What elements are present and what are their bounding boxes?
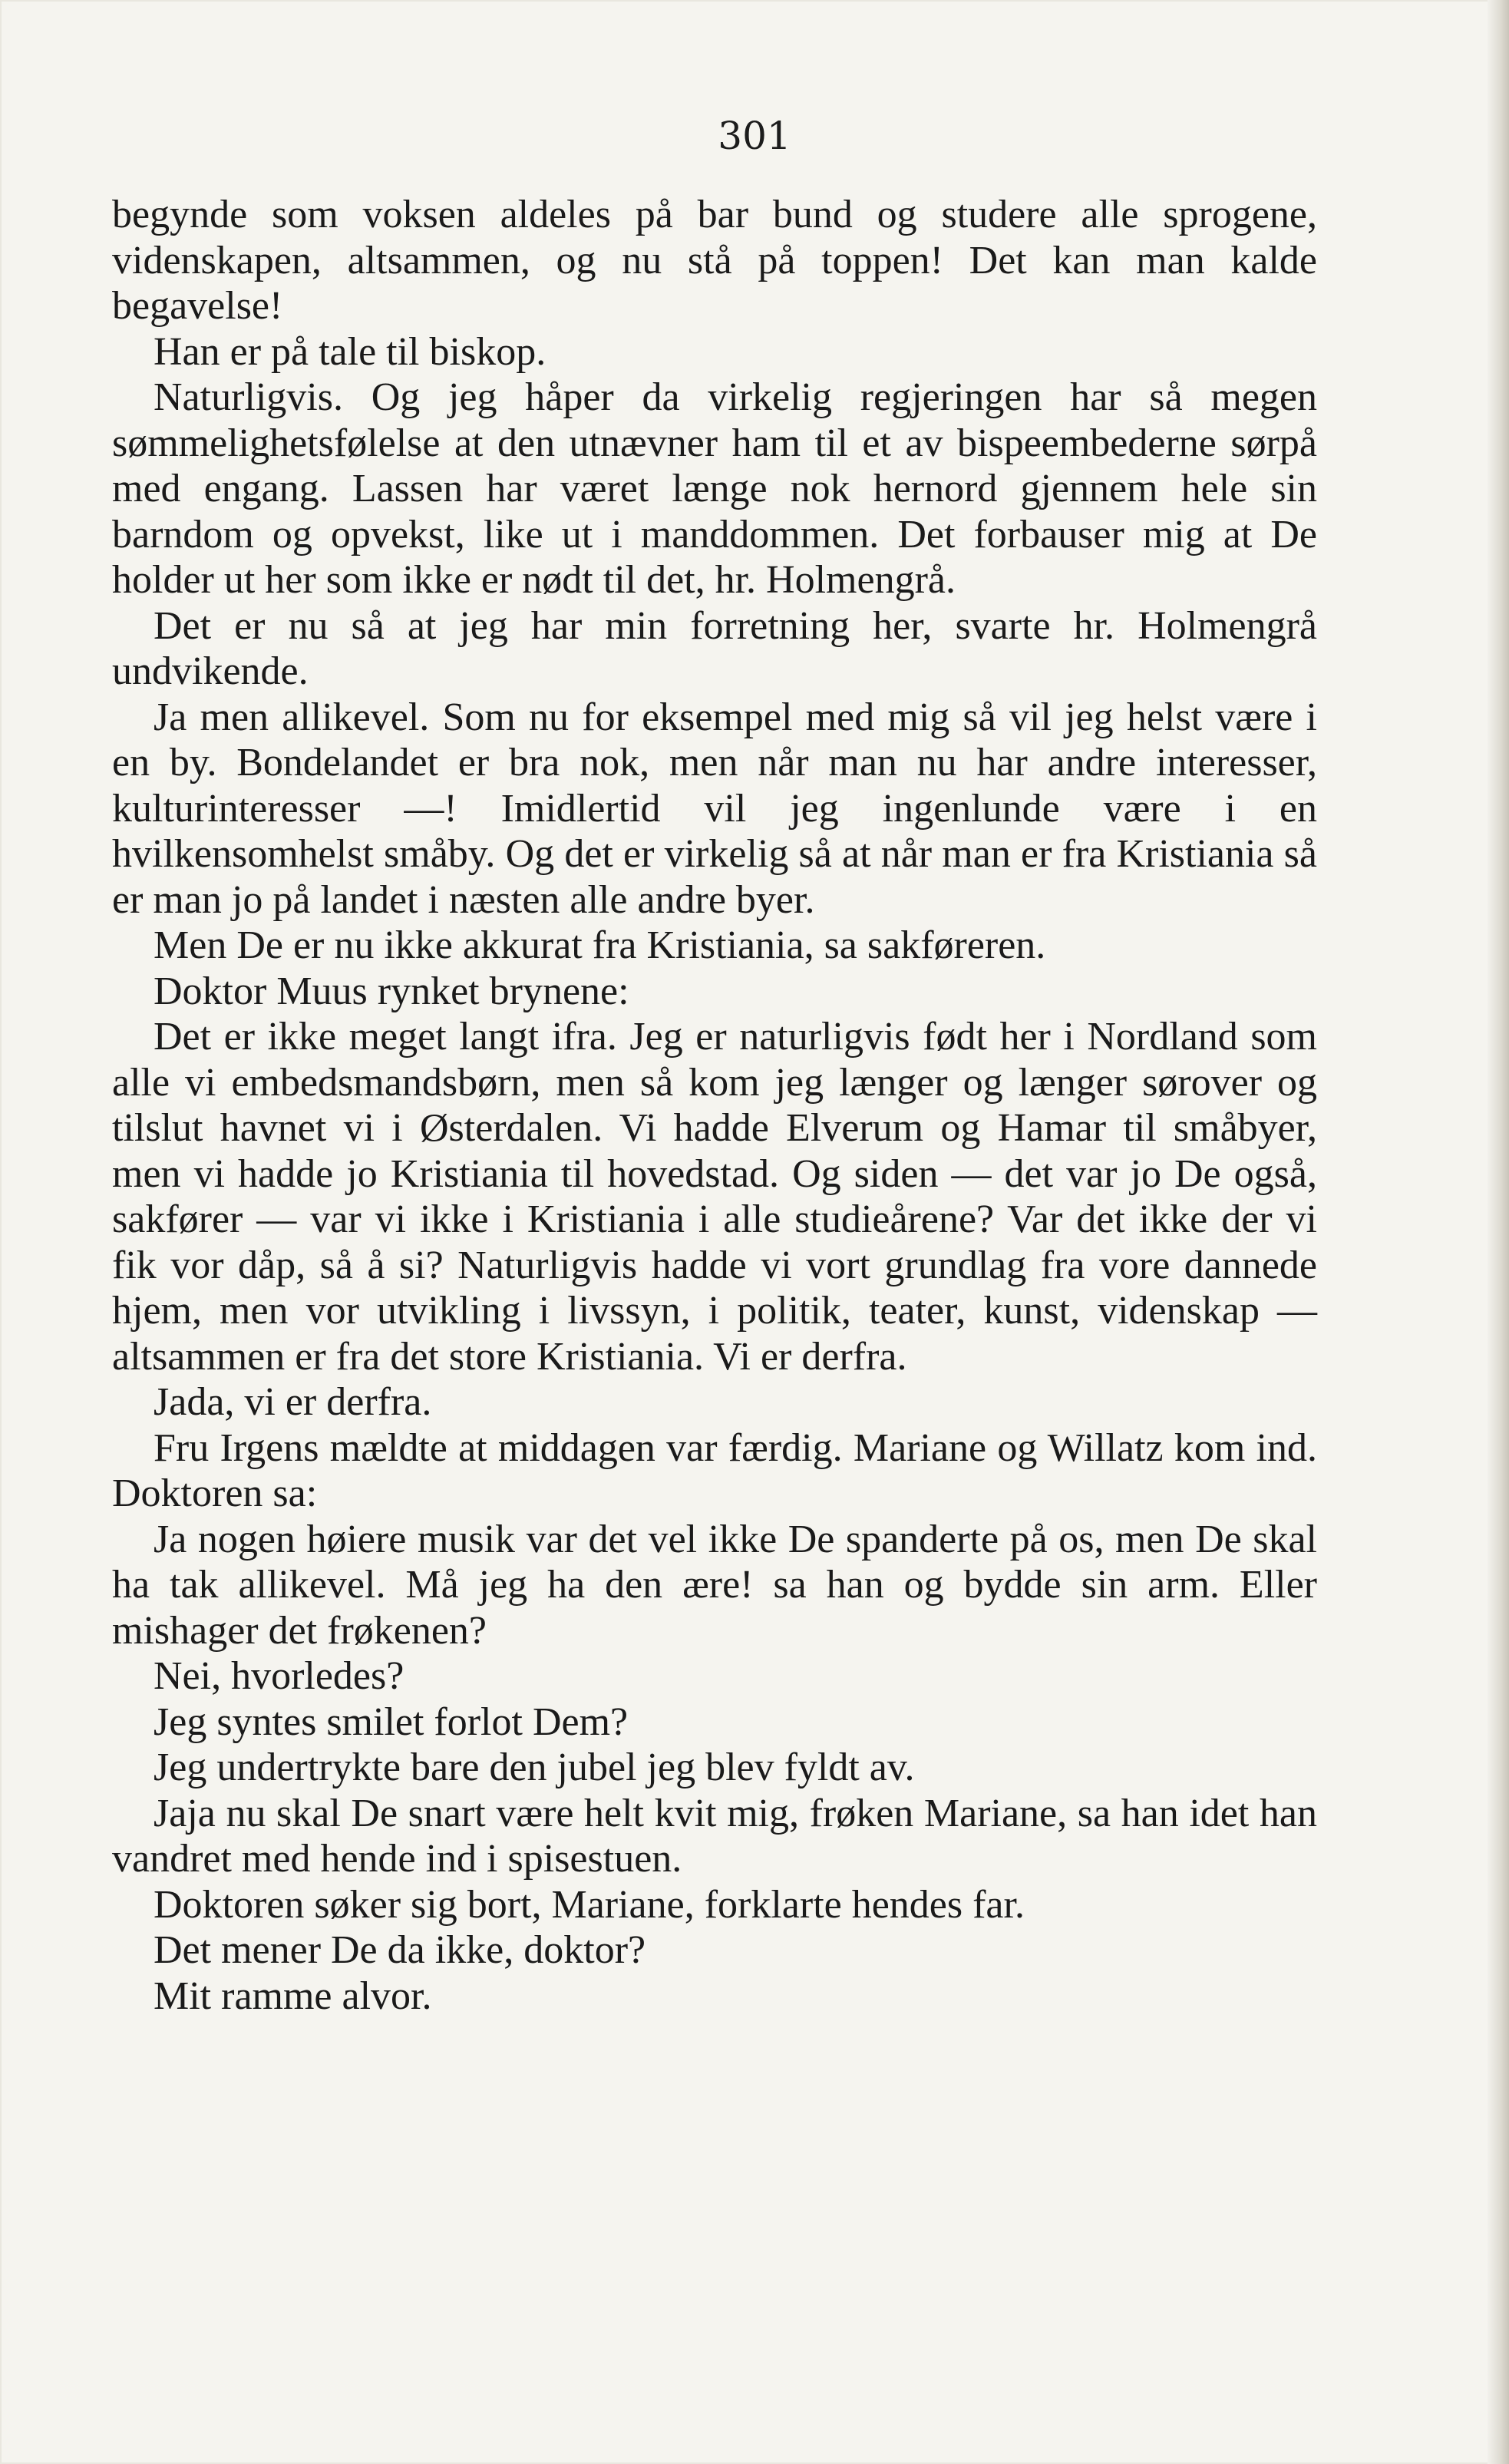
paragraph: Det mener De da ikke, doktor? (154, 1928, 646, 1972)
paragraph: Ja men allikevel. Som nu for eksempel med mig så vil jeg helst være i en by. Bondelandet er bra nok, men når man nu har andre interesser, kulturinteresser —! Imidlertid vil jeg ingenlunde være i en hvilkensomhelst småby. Og det er virkelig så at når man er fra Kristiania så er man jo på landet i næsten alle andre byer. (112, 695, 1317, 922)
paragraph: Doktoren søker sig bort, Mariane, forklarte hendes far. (154, 1882, 1025, 1927)
paragraph: Doktor Muus rynket brynene: (154, 969, 629, 1013)
body-text (112, 192, 1317, 2019)
paragraph: Mit ramme alvor. (154, 1974, 432, 2018)
paragraph: Ja nogen høiere musik var det vel ikke De spanderte på os, men De skal ha tak allikevel. Må jeg ha den ære! sa han og bydde sin arm. Eller mishager det frøkenen? (112, 1517, 1317, 1653)
paragraph: Det er ikke meget langt ifra. Jeg er naturligvis født her i Nordland som alle vi embedsmandsbørn, men så kom jeg længer og længer sørover og tilslut havnet vi i Østerdalen. Vi hadde Elverum og Hamar til småbyer, men vi hadde jo Kristiania til hovedstad. Og siden — det var jo De også, sakfører — var vi ikke i Kristiania i alle studieårene? Var det ikke der vi fik vor dåp, så å si? Naturligvis hadde vi vort grundlag fra vore dannede hjem, men vor utvikling i livssyn, i politik, teater, kunst, videnskap — altsammen er fra det store Kristiania. Vi er derfra. (112, 1015, 1317, 1379)
paragraph: Nei, hvorledes? (154, 1654, 404, 1698)
page-edge (1488, 0, 1509, 2464)
page-number: 301 (718, 114, 791, 158)
paragraph: Fru Irgens mældte at middagen var færdig. Mariane og Willatz kom ind. Doktoren sa: (112, 1425, 1317, 1515)
paragraph: Jaja nu skal De snart være helt kvit mig, frøken Mariane, sa han idet han vandret med hende ind i spisestuen. (112, 1791, 1317, 1881)
paragraph: Jeg undertrykte bare den jubel jeg blev fyldt av. (154, 1746, 915, 1789)
paragraph: Jeg syntes smilet forlot Dem? (154, 1699, 629, 1744)
paragraph: begynde som voksen aldeles på bar bund og studere alle sprogene, videnskapen, altsammen, og nu stå på toppen! Det kan man kalde begavelse! (112, 193, 1317, 328)
paragraph: Han er på tale til biskop. (154, 329, 546, 374)
paragraph: Jada, vi er derfra. (154, 1380, 432, 1424)
paragraph: Det er nu så at jeg har min forretning her, svarte hr. Holmengrå undvikende. (112, 603, 1317, 693)
paragraph: Men De er nu ikke akkurat fra Kristiania, sa sakføreren. (154, 923, 1046, 967)
paragraph: Naturligvis. Og jeg håper da virkelig regjeringen har så megen sømmelighetsfølelse at den utnævner ham til et av bispeembederne sørpå med engang. Lassen har været længe nok hernord gjennem hele sin barndom og opvekst, like ut i manddommen. Det forbauser mig at De holder ut her som ikke er nødt til det, hr. Holmengrå. (112, 375, 1317, 602)
